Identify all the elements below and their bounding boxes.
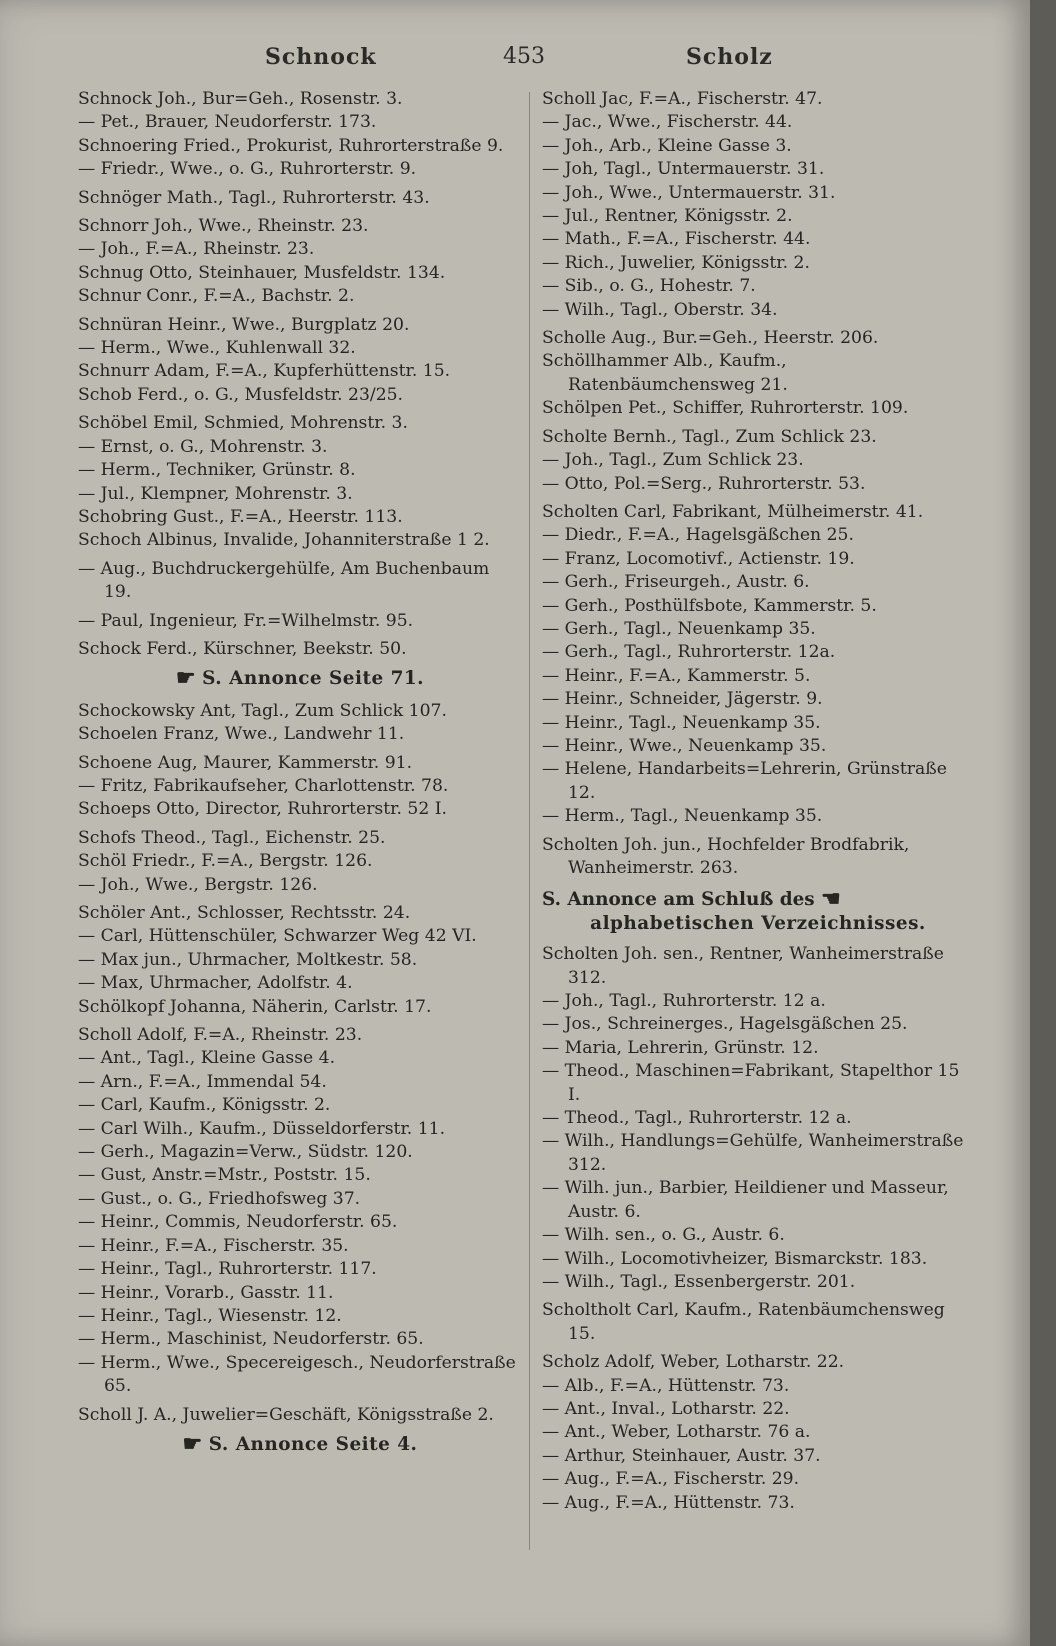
header-right-word: Scholz <box>686 44 773 70</box>
directory-entry: Schock Ferd., Kürschner, Beekstr. 50. <box>78 638 407 659</box>
annonce-notice <box>542 888 974 935</box>
directory-entry: — Jul., Klempner, Mohrenstr. 3. <box>78 483 353 504</box>
directory-entry: Schockowsky Ant, Tagl., Zum Schlick 107. <box>78 700 447 721</box>
directory-entry: — Herm., Wwe., Kuhlenwall 32. <box>78 338 356 359</box>
pointing-hand-icon: ☛ <box>182 1430 203 1457</box>
directory-entry: — Gerh., Posthülfsbote, Kammerstr. 5. <box>542 595 877 616</box>
directory-entry: Schoch Albinus, Invalide, Johanniterstraße 1 2. <box>78 530 490 551</box>
directory-entry: Scholz Adolf, Weber, Lotharstr. 22. <box>542 1352 845 1373</box>
directory-entry: — Max jun., Uhrmacher, Moltkestr. 58. <box>78 949 418 970</box>
directory-entry: — Wilh. jun., Barbier, Heildiener und Masseur, Austr. 6. <box>542 1178 949 1222</box>
annonce-text: alphabetischen Verzeichnisses. <box>590 912 926 934</box>
directory-entry: Schnock Joh., Bur=Geh., Rosenstr. 3. <box>78 89 403 109</box>
directory-entry: Schoelen Franz, Wwe., Landwehr 11. <box>78 724 405 745</box>
directory-entry: — Carl, Kaufm., Königsstr. 2. <box>78 1095 331 1116</box>
directory-entry: — Jos., Schreinerges., Hagelsgäßchen 25. <box>542 1014 908 1035</box>
pointing-hand-icon: ☛ <box>175 665 197 692</box>
directory-entry: Scholten Joh. jun., Hochfelder Brodfabrik, Wanheimerstr. 263. <box>542 834 910 878</box>
directory-entry: Schnug Otto, Steinhauer, Musfeldstr. 134. <box>78 262 446 283</box>
directory-entry: — Heinr., Commis, Neudorferstr. 65. <box>78 1212 398 1233</box>
directory-entry: — Theod., Maschinen=Fabrikant, Stapelthor 15 I. <box>542 1061 960 1105</box>
directory-entry: — Wilh. sen., o. G., Austr. 6. <box>542 1225 785 1246</box>
directory-entry: Schölpen Pet., Schiffer, Ruhrorterstr. 109. <box>542 398 909 419</box>
directory-entry: — Herm., Maschinist, Neudorferstr. 65. <box>78 1329 424 1350</box>
directory-entry: — Aug., Buchdruckergehülfe, Am Buchenbaum 19. <box>78 558 490 603</box>
directory-entry: — Gerh., Tagl., Neuenkamp 35. <box>542 618 816 639</box>
directory-entry: — Carl Wilh., Kaufm., Düsseldorferstr. 11. <box>78 1118 446 1139</box>
annonce-text: S. Annonce Seite 4. <box>208 1433 418 1455</box>
directory-entry: Schobring Gust., F.=A., Heerstr. 113. <box>78 506 403 527</box>
directory-entry: Schöler Ant., Schlosser, Rechtsstr. 24. <box>78 903 411 923</box>
directory-entry: Schnurr Adam, F.=A., Kupferhüttenstr. 15. <box>78 361 451 382</box>
directory-entry: — Wilh., Tagl., Essenbergerstr. 201. <box>542 1271 856 1292</box>
directory-entry: — Friedr., Wwe., o. G., Ruhrorterstr. 9. <box>78 159 417 180</box>
directory-entry: — Sib., o. G., Hohestr. 7. <box>542 276 756 297</box>
annonce-notice <box>78 667 516 690</box>
directory-entry: — Joh., F.=A., Rheinstr. 23. <box>78 239 315 260</box>
directory-entry: — Joh., Arb., Kleine Gasse 3. <box>542 135 792 156</box>
directory-entry: — Wilh., Handlungs=Gehülfe, Wanheimerstraße 312. <box>542 1131 964 1175</box>
directory-entry: — Rich., Juwelier, Königsstr. 2. <box>542 252 810 273</box>
directory-entry: — Wilh., Locomotivheizer, Bismarckstr. 183. <box>542 1248 928 1269</box>
directory-entry: Schölkopf Johanna, Näherin, Carlstr. 17. <box>78 996 432 1017</box>
directory-entry: — Gust, Anstr.=Mstr., Poststr. 15. <box>78 1165 371 1186</box>
directory-entry: — Joh., Tagl., Zum Schlick 23. <box>542 450 804 471</box>
directory-entry: — Ant., Weber, Lotharstr. 76 a. <box>542 1422 811 1443</box>
directory-entry: — Diedr., F.=A., Hagelsgäßchen 25. <box>542 525 854 546</box>
directory-entry: — Arthur, Steinhauer, Austr. 37. <box>542 1445 821 1466</box>
directory-entry: — Ant., Tagl., Kleine Gasse 4. <box>78 1048 336 1069</box>
pointing-hand-icon: ☛ <box>820 886 841 913</box>
directory-entry: Scholle Aug., Bur.=Geh., Heerstr. 206. <box>542 328 879 349</box>
directory-entry: — Pet., Brauer, Neudorferstr. 173. <box>78 112 377 133</box>
annonce-text: S. Annonce Seite 71. <box>202 668 425 690</box>
directory-entry: — Franz, Locomotivf., Actienstr. 19. <box>542 548 855 569</box>
header-left-word: Schnock <box>265 44 377 70</box>
directory-entry: — Herm., Wwe., Specereigesch., Neudorferstraße 65. <box>78 1352 516 1397</box>
column-divider <box>529 92 530 1550</box>
directory-entry: — Gust., o. G., Friedhofsweg 37. <box>78 1188 361 1209</box>
directory-entry: — Jul., Rentner, Königsstr. 2. <box>542 206 793 227</box>
directory-entry: — Aug., F.=A., Fischerstr. 29. <box>542 1469 800 1490</box>
directory-entry: — Heinr., F.=A., Kammerstr. 5. <box>542 665 811 686</box>
annonce-notice <box>78 1430 516 1457</box>
directory-entry: Schnüran Heinr., Wwe., Burgplatz 20. <box>78 314 410 335</box>
directory-entry: — Heinr., Tagl., Neuenkamp 35. <box>542 712 821 733</box>
annonce-text: S. Annonce am Schluß des <box>542 889 815 911</box>
directory-entry: — Heinr., Wwe., Neuenkamp 35. <box>542 735 827 756</box>
directory-entry: — Joh., Wwe., Bergstr. 126. <box>78 874 318 895</box>
right-column <box>542 88 974 1515</box>
directory-entry: Schoene Aug, Maurer, Kammerstr. 91. <box>78 752 413 773</box>
directory-entry: — Heinr., Schneider, Jägerstr. 9. <box>542 689 823 710</box>
directory-entry: — Ant., Inval., Lotharstr. 22. <box>542 1398 790 1419</box>
directory-entry: — Paul, Ingenieur, Fr.=Wilhelmstr. 95. <box>78 610 414 631</box>
directory-entry: — Aug., F.=A., Hüttenstr. 73. <box>542 1492 795 1513</box>
annonce-line <box>542 888 974 911</box>
directory-entry: — Ernst, o. G., Mohrenstr. 3. <box>78 436 328 457</box>
directory-entry: — Heinr., Vorarb., Gasstr. 11. <box>78 1282 334 1303</box>
directory-entry: Schöbel Emil, Schmied, Mohrenstr. 3. <box>78 413 408 434</box>
annonce-line <box>542 912 974 935</box>
directory-entry: Schnorr Joh., Wwe., Rheinstr. 23. <box>78 216 369 237</box>
directory-entry: Scholl J. A., Juwelier=Geschäft, Königsstraße 2. <box>78 1404 494 1425</box>
directory-entry: Scholl Jac, F.=A., Fischerstr. 47. <box>542 89 823 109</box>
directory-entry: — Alb., F.=A., Hüttenstr. 73. <box>542 1375 790 1396</box>
directory-entry: Schob Ferd., o. G., Musfeldstr. 23/25. <box>78 384 404 405</box>
directory-entry: — Herm., Tagl., Neuenkamp 35. <box>542 806 823 827</box>
directory-entry: Schoeps Otto, Director, Ruhrorterstr. 52 I. <box>78 799 447 820</box>
directory-entry: Scholten Joh. sen., Rentner, Wanheimerstraße 312. <box>542 944 944 988</box>
directory-entry: — Heinr., Tagl., Wiesenstr. 12. <box>78 1305 342 1326</box>
directory-entry: — Maria, Lehrerin, Grünstr. 12. <box>542 1037 819 1058</box>
page-number: 453 <box>503 44 545 69</box>
directory-entry: — Carl, Hüttenschüler, Schwarzer Weg 42 VI. <box>78 926 477 947</box>
running-header <box>0 38 1030 78</box>
directory-entry: Schöl Friedr., F.=A., Bergstr. 126. <box>78 851 373 872</box>
directory-entry: Schofs Theod., Tagl., Eichenstr. 25. <box>78 827 386 848</box>
directory-entry: Schnoering Fried., Prokurist, Ruhrorterstraße 9. <box>78 135 504 156</box>
directory-entry: — Theod., Tagl., Ruhrorterstr. 12 a. <box>542 1108 852 1129</box>
directory-entry: — Helene, Handarbeits=Lehrerin, Grünstraße 12. <box>542 759 947 803</box>
directory-entry: — Joh., Tagl., Ruhrorterstr. 12 a. <box>542 991 826 1012</box>
directory-entry: Scholten Carl, Fabrikant, Mülheimerstr. 41. <box>542 501 924 522</box>
directory-entry: — Math., F.=A., Fischerstr. 44. <box>542 229 811 250</box>
directory-entry: Schnur Conr., F.=A., Bachstr. 2. <box>78 286 355 307</box>
directory-entry: — Heinr., Tagl., Ruhrorterstr. 117. <box>78 1259 377 1280</box>
directory-entry: — Joh., Wwe., Untermauerstr. 31. <box>542 182 836 203</box>
directory-entry: — Fritz, Fabrikaufseher, Charlottenstr. 78. <box>78 775 449 796</box>
directory-entry: Scholl Adolf, F.=A., Rheinstr. 23. <box>78 1025 363 1046</box>
directory-entry: — Gerh., Tagl., Ruhrorterstr. 12a. <box>542 642 836 663</box>
directory-entry: — Jac., Wwe., Fischerstr. 44. <box>542 112 793 133</box>
left-column <box>78 88 516 1465</box>
directory-entry: — Wilh., Tagl., Oberstr. 34. <box>542 299 778 320</box>
directory-entry: — Gerh., Friseurgeh., Austr. 6. <box>542 572 810 593</box>
directory-entry: — Gerh., Magazin=Verw., Südstr. 120. <box>78 1142 413 1163</box>
directory-entry: Scholtholt Carl, Kaufm., Ratenbäumchensweg 15. <box>542 1300 945 1344</box>
directory-entry: — Joh, Tagl., Untermauerstr. 31. <box>542 159 825 180</box>
directory-entry: Schöllhammer Alb., Kaufm., Ratenbäumchensweg 21. <box>542 351 788 395</box>
directory-entry: — Otto, Pol.=Serg., Ruhrorterstr. 53. <box>542 473 866 494</box>
directory-entry: — Herm., Techniker, Grünstr. 8. <box>78 460 356 481</box>
directory-entry: — Arn., F.=A., Immendal 54. <box>78 1071 327 1092</box>
directory-entry: — Heinr., F.=A., Fischerstr. 35. <box>78 1235 349 1256</box>
directory-entry: Schnöger Math., Tagl., Ruhrorterstr. 43. <box>78 187 430 208</box>
directory-entry: Scholte Bernh., Tagl., Zum Schlick 23. <box>542 426 877 447</box>
directory-entry: — Max, Uhrmacher, Adolfstr. 4. <box>78 973 353 994</box>
